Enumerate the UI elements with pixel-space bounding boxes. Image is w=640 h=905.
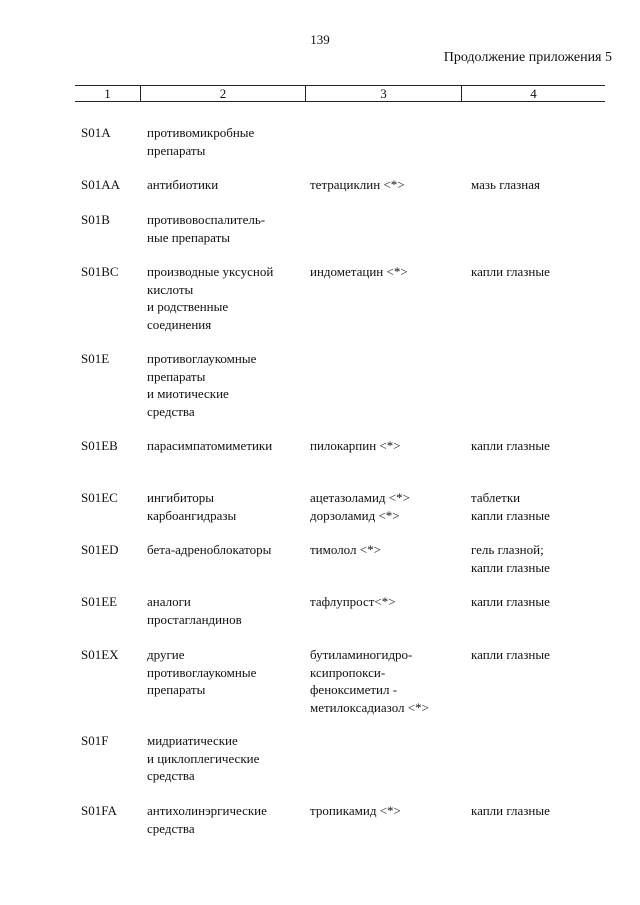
drug-cell xyxy=(310,593,396,611)
name-cell xyxy=(147,124,254,159)
atc-code: S01BC xyxy=(81,264,119,279)
name-cell xyxy=(147,350,256,420)
group-name-line: аналоги xyxy=(147,594,191,609)
form-cell xyxy=(471,437,550,455)
group-name-line: кислоты xyxy=(147,281,194,297)
atc-code: S01E xyxy=(81,351,110,366)
name-cell xyxy=(147,263,273,333)
name-cell xyxy=(147,541,271,559)
dosage-form-line: капли глазные xyxy=(471,803,550,818)
atc-code: S01EX xyxy=(81,647,119,662)
table-header xyxy=(75,85,605,102)
drug-name-line: бутиламиногидро- xyxy=(310,647,413,662)
name-cell xyxy=(147,489,236,524)
column-header-2: 2 xyxy=(219,86,227,101)
form-cell xyxy=(471,646,550,664)
drug-cell xyxy=(310,802,401,820)
group-name-line: бета-адреноблокаторы xyxy=(147,542,272,557)
dosage-form-line: гель глазной; xyxy=(471,542,544,557)
group-name-line: препараты xyxy=(147,682,206,697)
group-name-line: и родственные xyxy=(147,299,229,314)
drug-name-line: тропикамид <*> xyxy=(310,803,401,818)
group-name-line: ингибиторы xyxy=(147,490,215,505)
name-cell xyxy=(147,593,242,628)
group-name-line: парасимпатомиметики xyxy=(147,438,273,453)
dosage-form-line: капли глазные xyxy=(471,559,550,575)
atc-code: S01ED xyxy=(81,542,119,557)
name-cell xyxy=(147,211,265,246)
atc-code: S01FA xyxy=(81,803,117,818)
dosage-form-line: капли глазные xyxy=(471,594,550,609)
name-cell xyxy=(147,732,259,785)
column-header-4: 4 xyxy=(530,86,537,101)
form-cell xyxy=(471,489,550,524)
dosage-form-line: таблетки xyxy=(471,490,521,505)
atc-code: S01F xyxy=(81,733,109,748)
group-name-line: ные препараты xyxy=(147,229,231,245)
dosage-form-line: капли глазные xyxy=(471,438,550,453)
drug-name-line: тетрациклин <*> xyxy=(310,177,405,192)
dosage-form-line: капли глазные xyxy=(471,264,550,279)
group-name-line: противомикробные xyxy=(147,125,255,140)
name-cell xyxy=(147,646,256,699)
dosage-form-line: мазь глазная xyxy=(471,177,540,192)
group-name-line: мидриатические xyxy=(147,733,238,748)
drug-cell xyxy=(310,646,429,716)
drug-cell xyxy=(310,437,401,455)
drug-name-line: феноксиметил - xyxy=(310,682,398,697)
page-number: 139 xyxy=(310,32,330,47)
drug-name-line: тимолол <*> xyxy=(310,542,381,557)
form-cell xyxy=(471,541,550,576)
group-name-line: противоглаукомные xyxy=(147,664,257,680)
group-name-line: средства xyxy=(147,820,195,836)
group-name-line: и циклоплегические xyxy=(147,750,260,766)
atc-code: S01B xyxy=(81,212,110,227)
atc-code: S01AA xyxy=(81,177,121,192)
atc-code: S01EE xyxy=(81,594,118,609)
group-name-line: соединения xyxy=(147,316,212,332)
group-name-line: производные уксусной xyxy=(147,264,274,279)
dosage-form-line: капли глазные xyxy=(471,507,550,523)
atc-code: S01A xyxy=(81,125,111,140)
form-cell xyxy=(471,802,550,820)
name-cell xyxy=(147,176,218,194)
atc-code: S01EB xyxy=(81,438,118,453)
drug-name-line: ацетазоламид <*> xyxy=(310,490,410,505)
group-name-line: противоглаукомные xyxy=(147,351,257,366)
name-cell xyxy=(147,802,267,837)
group-name-line: препараты xyxy=(147,142,206,158)
group-name-line: препараты xyxy=(147,368,206,384)
drug-name-line: метилоксадиазол <*> xyxy=(310,699,429,715)
column-header-1: 1 xyxy=(104,86,111,101)
atc-code: S01EC xyxy=(81,490,118,505)
drug-cell xyxy=(310,489,410,524)
drug-cell xyxy=(310,541,381,559)
column-header-3: 3 xyxy=(380,86,387,101)
drug-name-line: дорзоламид <*> xyxy=(310,507,400,523)
group-name-line: карбоангидразы xyxy=(147,507,237,523)
group-name-line: антибиотики xyxy=(147,177,219,192)
drug-name-line: тафлупрост<*> xyxy=(310,594,396,609)
name-cell xyxy=(147,437,272,455)
group-name-line: и миотические xyxy=(147,386,229,401)
group-name-line: средства xyxy=(147,403,195,419)
continuation-note: Продолжение приложения 5 xyxy=(443,50,612,65)
drug-cell xyxy=(310,176,405,194)
group-name-line: антихолинэргические xyxy=(147,803,267,818)
group-name-line: противовоспалитель- xyxy=(147,212,266,227)
group-name-line: средства xyxy=(147,768,195,783)
drug-name-line: индометацин <*> xyxy=(310,264,408,279)
drug-cell xyxy=(310,263,408,281)
group-name-line: другие xyxy=(147,647,185,662)
form-cell xyxy=(471,176,540,194)
group-name-line: простагландинов xyxy=(147,611,242,627)
form-cell xyxy=(471,593,550,611)
dosage-form-line: капли глазные xyxy=(471,647,550,662)
drug-name-line: ксипропокси- xyxy=(310,664,386,680)
form-cell xyxy=(471,263,550,281)
drug-name-line: пилокарпин <*> xyxy=(310,438,401,453)
